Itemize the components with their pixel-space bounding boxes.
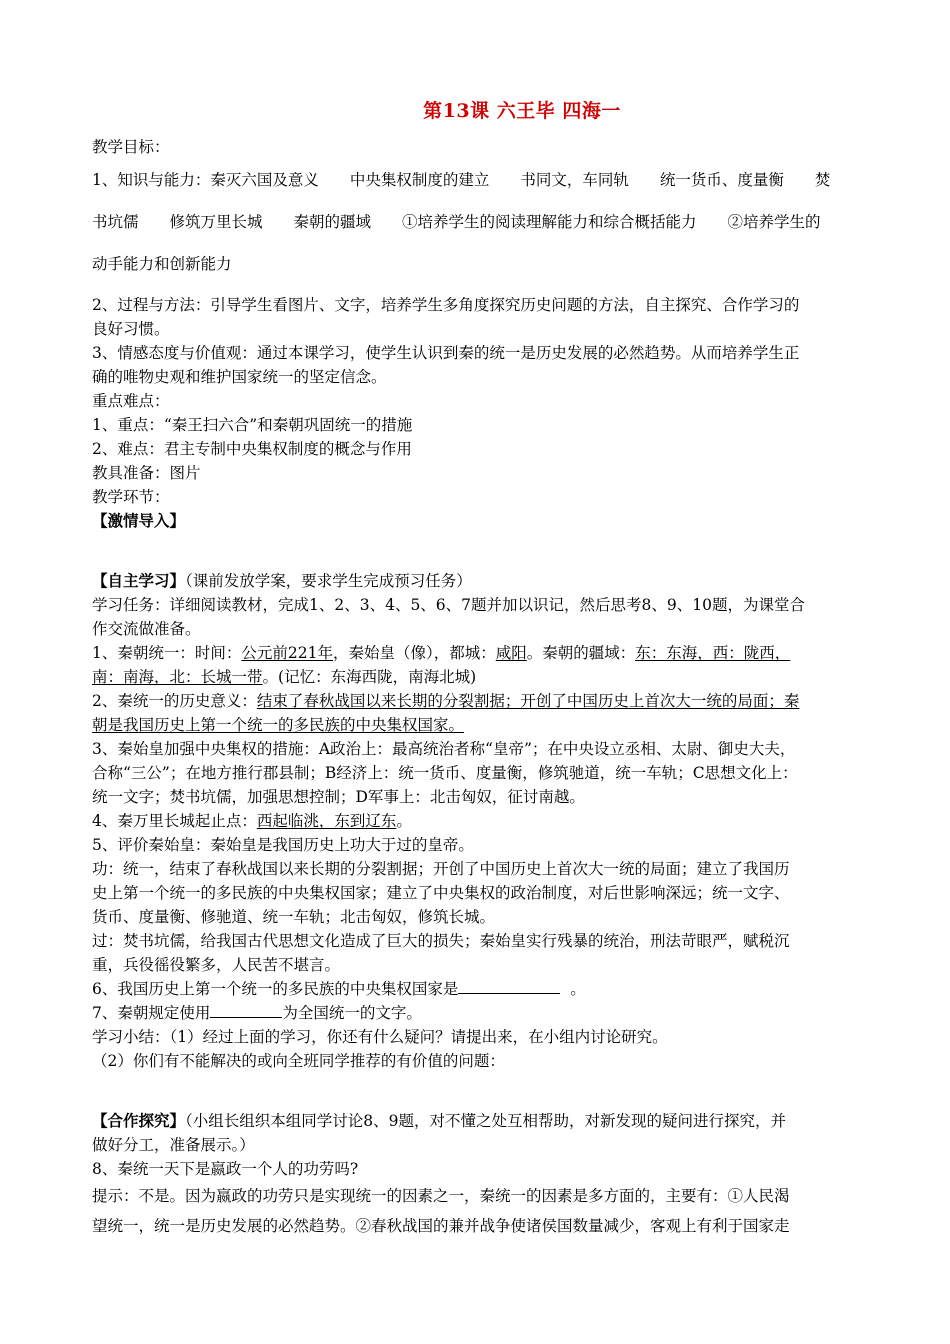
objective-3-line-1: 3、情感态度与价值观：通过本课学习，使学生认识到秦的统一是历史发展的必然趋势。从而培养学生正 xyxy=(92,344,800,362)
task-line-2: 作交流做准备。 xyxy=(92,620,201,638)
q2-text: 2、秦统一的历史意义： xyxy=(92,692,257,710)
hint-line-1: 提示：不是。因为嬴政的功劳只是实现统一的因素之一，秦统一的因素是多方面的，主要有：①人民渴 xyxy=(92,1187,790,1205)
q1-memory-note: 。(记忆：东海西陇，南海北城) xyxy=(262,668,477,686)
question-7 xyxy=(92,1001,862,1025)
q4-end: 。 xyxy=(396,812,412,830)
question-1-line-1 xyxy=(92,641,862,665)
self-study-title: 【自主学习】 xyxy=(92,571,186,590)
q7-blank[interactable] xyxy=(210,1001,282,1018)
fault-line-1: 过：焚书坑儒，给我国古代思想文化造成了巨大的损失；秦始皇实行残暴的统治，刑法苛眼严，赋税沉 xyxy=(92,932,790,950)
merit-line-1: 功：统一，结束了春秋战国以来长期的分裂割据；开创了中国历史上首次大一统的局面；建立了我国历 xyxy=(92,860,790,878)
question-4 xyxy=(92,809,862,833)
q2-answer-1: 结束了春秋战国以来长期的分裂割据；开创了中国历史上首次大一统的局面；秦 xyxy=(256,692,800,710)
objective-2-line-1: 2、过程与方法：引导学生看图片、文字，培养学生多角度探究历史问题的方法，自主探究、合作学习的 xyxy=(92,296,800,314)
question-3-line-1: 3、秦始皇加强中央集权的措施：A政治上：最高统治者称“皇帝”；在中央设立丞相、太尉、御史大夫， xyxy=(92,740,796,758)
q1-answer-territory-2: 南：南海，北：长城一带 xyxy=(92,668,263,686)
question-5: 5、评价秦始皇：秦始皇是我国历史上功大于过的皇帝。 xyxy=(92,836,474,854)
q6-text: 6、我国历史上第一个统一的多民族的中央集权国家是 xyxy=(92,980,459,998)
q4-answer: 西起临洮，东到辽东 xyxy=(256,812,397,830)
objective-1-line-3: 动手能力和创新能力 xyxy=(92,255,232,273)
question-3-line-3: 统一文字；焚书坑儒，加强思想控制；D军事上：北击匈奴，征讨南越。 xyxy=(92,788,585,806)
document-page xyxy=(92,96,862,1241)
cooperation-heading xyxy=(92,1109,862,1133)
key-point-2: 2、难点：君主专制中央集权制度的概念与作用 xyxy=(92,440,412,458)
objective-1-line-2: 书坑儒 修筑万里长城 秦朝的疆域 ①培养学生的阅读理解能力和综合概括能力 ②培养学生的 xyxy=(92,213,821,231)
q1-text-c: 。秦朝的疆域： xyxy=(526,644,636,662)
q1-answer-territory-1: 东：东海，西：陇西， xyxy=(635,644,791,662)
q1-answer-time: 公元前221年 xyxy=(241,644,333,662)
cooperation-line-2: 做好分工，准备展示。） xyxy=(92,1136,255,1154)
self-study-note: （课前发放学案，要求学生完成预习任务） xyxy=(185,572,472,590)
q6-end: 。 xyxy=(570,980,586,998)
question-3-line-2: 合称“三公”；在地方推行郡县制；B经济上：统一货币、度量衡，修筑驰道，统一车轨；C思想文化上： xyxy=(92,764,798,782)
teaching-steps-label: 教学环节： xyxy=(92,488,170,506)
merit-line-3: 货币、度量衡、修驰道、统一车轨；北击匈奴，修筑长城。 xyxy=(92,908,496,926)
key-point-1: 1、重点：“秦王扫六合”和秦朝巩固统一的措施 xyxy=(92,416,413,434)
summary-1: 学习小结：（1）经过上面的学习，你还有什么疑问？请提出来，在小组内讨论研究。 xyxy=(92,1028,668,1046)
objective-2-line-2: 良好习惯。 xyxy=(92,320,170,338)
question-2-line-2 xyxy=(92,713,862,737)
q4-text: 4、秦万里长城起止点： xyxy=(92,812,257,830)
merit-line-2: 史上第一个统一的多民族的中央集权国家；建立了中央集权的政治制度，对后世影响深远；统一文字、 xyxy=(92,884,790,902)
question-6 xyxy=(92,977,862,1001)
q6-blank[interactable] xyxy=(458,977,560,994)
cooperation-title: 【合作探究】 xyxy=(92,1111,186,1130)
question-2-line-1 xyxy=(92,689,862,713)
q1-text-a: 1、秦朝统一：时间： xyxy=(92,644,242,662)
objectives-label: 教学目标： xyxy=(92,138,170,156)
cooperation-note: （小组长组织本组同学讨论8、9题，对不懂之处互相帮助，对新发现的疑问进行探究，并 xyxy=(185,1112,786,1130)
question-8: 8、秦统一天下是嬴政一个人的功劳吗? xyxy=(92,1160,359,1178)
self-study-heading xyxy=(92,569,862,593)
fault-line-2: 重，兵役徭役繁多，人民苦不堪言。 xyxy=(92,956,341,974)
hint-line-2: 望统一，统一是历史发展的必然趋势。②春秋战国的兼并战争使诸侯国数量减少，客观上有利于国家走 xyxy=(92,1217,790,1235)
question-1-line-2 xyxy=(92,665,862,689)
teaching-tools: 教具准备：图片 xyxy=(92,464,201,482)
lesson-title: 第13课 六王毕 四海一 xyxy=(423,100,621,122)
q1-text-b: ，秦始皇（像），都城： xyxy=(332,644,496,662)
objective-1-line-1: 1、知识与能力：秦灭六国及意义 中央集权制度的建立 书同文，车同轨 统一货币、度量衡 焚 xyxy=(92,171,831,189)
objective-3-line-2: 确的唯物史观和维护国家统一的坚定信念。 xyxy=(92,368,387,386)
q1-answer-capital: 咸阳 xyxy=(495,644,527,662)
intro-heading: 【激情导入】 xyxy=(92,511,186,530)
summary-2: （2）你们有不能解决的或向全班同学推荐的有价值的问题： xyxy=(92,1052,505,1070)
q2-answer-2: 朝是我国历史上第一个统一的多民族的中央集权国家。 xyxy=(92,716,465,734)
q7-text: 7、秦朝规定使用 xyxy=(92,1004,211,1022)
key-points-label: 重点难点： xyxy=(92,392,170,410)
task-line-1: 学习任务：详细阅读教材，完成1、2、3、4、5、6、7题并加以识记，然后思考8、9、10题，为课堂合 xyxy=(92,596,805,614)
q7-end: 为全国统一的文字。 xyxy=(282,1004,422,1022)
